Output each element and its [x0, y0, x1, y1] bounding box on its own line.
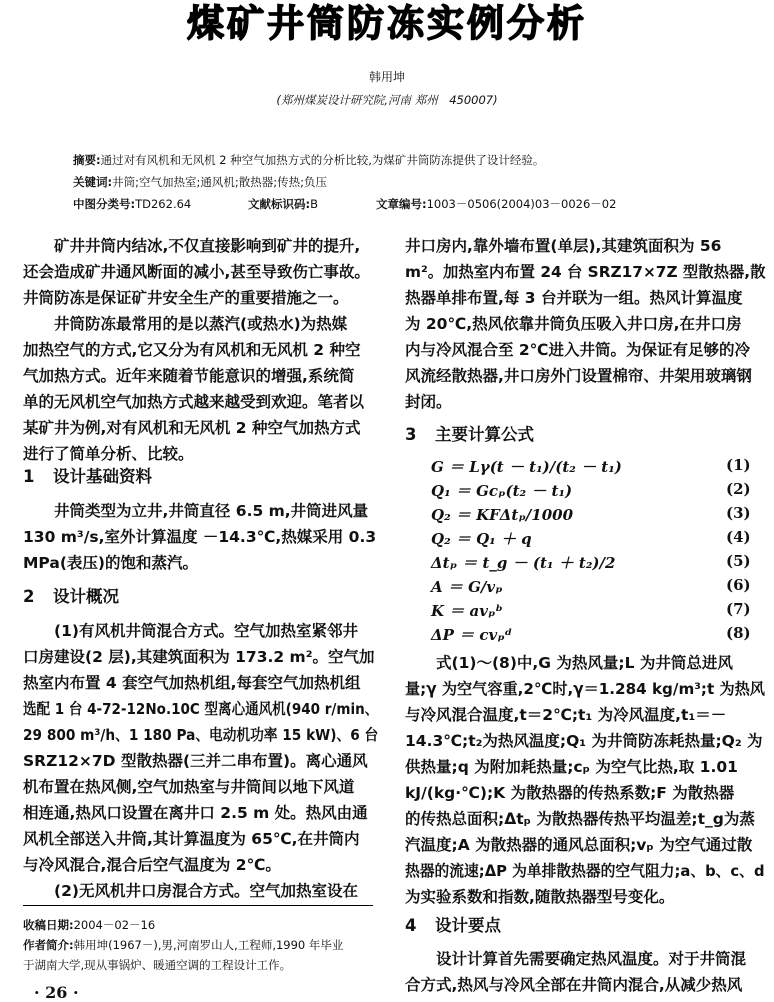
- body-line: 选配 1 台 4-72-12No.10C 型离心通风机(940 r/min、: [23, 700, 379, 718]
- body-line: 内与冷风混合至 2℃进入井筒。为保证有足够的冷: [405, 341, 750, 359]
- section-heading-2: [23, 583, 119, 607]
- body-line: 热室内布置 4 套空气加热机组,每套空气加热机组: [23, 674, 361, 692]
- body-line: 井筒防冻最常用的是以蒸汽(或热水)为热媒: [23, 315, 348, 333]
- footnote-divider: [23, 905, 373, 906]
- equation-3: Q₂ ＝ KFΔtₚ/1000: [431, 506, 574, 524]
- section-number: 3: [405, 425, 417, 444]
- section-title: 设计概况: [53, 587, 119, 606]
- body-line: 的传热总面积;Δtₚ 为散热器传热平均温差;t_g为蒸: [405, 810, 755, 828]
- body-line: 130 m³/s,室外计算温度 －14.3℃,热媒采用 0.3: [23, 528, 377, 546]
- body-line: 矿井井筒内结冰,不仅直接影响到矿井的提升,: [23, 237, 361, 255]
- section-heading-1: [23, 463, 152, 487]
- abstract-text: 通过对有风机和无风机 2 种空气加热方式的分析比较,为煤矿井筒防冻提供了设计经验。: [100, 153, 545, 167]
- equation-7-number: (7): [726, 600, 751, 618]
- equation-1-number: (1): [726, 456, 751, 474]
- doc-code-value: B: [310, 197, 318, 211]
- body-line: 设计计算首先需要确定热风温度。对于井筒混: [405, 950, 747, 968]
- article-no-label: 文章编号:: [376, 197, 427, 211]
- body-line: 封闭。: [405, 393, 452, 411]
- body-line: MPa(表压)的饱和蒸汽。: [23, 554, 198, 572]
- body-line: kJ/(kg·℃);K 为散热器的传热系数;F 为散热器: [405, 784, 735, 802]
- received-value: 2004－02－16: [73, 918, 156, 932]
- body-line: 风流经散热器,井口房外门设置棉帘、井架用玻璃钢: [405, 367, 752, 385]
- body-line: (1)有风机井筒混合方式。空气加热室紧邻井: [23, 622, 358, 640]
- article-no-value: 1003－0506(2004)03－0026－02: [426, 197, 617, 211]
- body-line: 加热空气的方式,它又分为有风机和无风机 2 种空: [23, 341, 361, 359]
- left-column: [23, 233, 378, 467]
- section-title: 主要计算公式: [435, 425, 534, 444]
- body-line: 与冷风混合,混合后空气温度为 2℃。: [23, 856, 281, 874]
- equation-4-number: (4): [726, 528, 751, 546]
- section-4-body: [405, 946, 765, 998]
- section-heading-4: [405, 912, 501, 936]
- author-name: 韩用坤: [368, 70, 405, 84]
- section-title: 设计基础资料: [53, 467, 152, 486]
- equation-8: ΔP ＝ cvₚᵈ: [431, 626, 513, 644]
- clc-value: TD262.64: [135, 197, 192, 211]
- keywords-label: 关键词:: [73, 175, 113, 189]
- section-title: 设计要点: [435, 916, 501, 935]
- page-number: · 26 ·: [34, 983, 79, 1002]
- author-bio: [23, 937, 343, 953]
- section-2-body: [23, 618, 378, 904]
- equation-5-number: (5): [726, 552, 751, 570]
- equation-5: Δtₚ ＝ t_g － (t₁ ＋ t₂)/2: [431, 554, 616, 572]
- abstract: [73, 152, 544, 168]
- equation-3-number: (3): [726, 504, 751, 522]
- body-line: 29 800 m³/h、1 180 Pa、电动机功率 15 kW)、6 台: [23, 726, 379, 744]
- classification-info: [73, 196, 191, 212]
- right-column: [405, 233, 765, 415]
- section-1-body: [23, 498, 378, 576]
- body-line: m²。加热室内布置 24 台 SRZ17×7Z 型散热器,散: [405, 263, 766, 281]
- body-line: 式(1)～(8)中,G 为热风量;L 为井筒总进风: [405, 654, 733, 672]
- article-number-info: [376, 196, 616, 212]
- body-line: 还会造成矿井通风断面的减小,甚至导致伤亡事故。: [23, 263, 370, 281]
- keywords-text: 井筒;空气加热室;通风机;散热器;传热;负压: [112, 175, 327, 189]
- author-affiliation: (郑州煤炭设计研究院,河南 郑州 450007): [276, 93, 498, 107]
- clc-label: 中图分类号:: [73, 197, 136, 211]
- body-line: 供热量;q 为附加耗热量;cₚ 为空气比热,取 1.01: [405, 758, 738, 776]
- equation-6: A ＝ G/vₚ: [431, 578, 503, 596]
- body-line: 单的无风机空气加热方式越来越受到欢迎。笔者以: [23, 393, 365, 411]
- body-line: 合方式,热风与冷风全部在井筒内混合,从减少热风: [405, 976, 743, 994]
- body-line: 井筒防冻是保证矿井安全生产的重要措施之一。: [23, 289, 349, 307]
- section-number: 2: [23, 587, 35, 606]
- bio-label: 作者简介:: [23, 938, 74, 952]
- doc-code-info: [248, 196, 318, 212]
- bio-line-1: 韩用坤(1967－),男,河南罗山人,工程师,1990 年毕业: [73, 938, 344, 952]
- body-line: 热器单排布置,每 3 台并联为一组。热风计算温度: [405, 289, 743, 307]
- equation-8-number: (8): [726, 624, 751, 642]
- body-line: 井口房内,靠外墙布置(单层),其建筑面积为 56: [405, 237, 722, 255]
- section-number: 1: [23, 467, 35, 486]
- body-line: (2)无风机井口房混合方式。空气加热室设在: [23, 882, 358, 900]
- received-date: [23, 917, 155, 933]
- received-label: 收稿日期:: [23, 918, 74, 932]
- body-line: 为 20℃,热风依靠井筒负压吸入井口房,在井口房: [405, 315, 742, 333]
- section-number: 4: [405, 916, 417, 935]
- abstract-label: 摘要:: [73, 153, 101, 167]
- equation-1: G ＝ Lγ(t － t₁)/(t₂ － t₁): [431, 458, 622, 476]
- equation-7: K ＝ avₚᵇ: [431, 602, 503, 620]
- equation-6-number: (6): [726, 576, 751, 594]
- body-line: 量;γ 为空气容重,2℃时,γ＝1.284 kg/m³;t 为热风: [405, 680, 765, 698]
- body-line: 进行了简单分析、比较。: [23, 445, 194, 463]
- body-line: 机布置在热风侧,空气加热室与井筒间以地下风道: [23, 778, 355, 796]
- body-line: 井筒类型为立井,井筒直径 6.5 m,井筒进风量: [23, 502, 369, 520]
- body-line: 为实验系数和指数,随散热器型号变化。: [405, 888, 675, 906]
- equation-explanation: [405, 650, 765, 910]
- body-line: 口房建设(2 层),其建筑面积为 173.2 m²。空气加: [23, 648, 375, 666]
- body-line: SRZ12×7D 型散热器(三并二串布置)。离心通风: [23, 752, 368, 770]
- equation-4: Q₂ ＝ Q₁ ＋ q: [431, 530, 532, 548]
- body-line: 气加热方式。近年来随着节能意识的增强,系统简: [23, 367, 355, 385]
- body-line: 热器的流速;ΔP 为单排散热器的空气阻力;a、b、c、d: [405, 862, 765, 880]
- body-line: 某矿井为例,对有风机和无风机 2 种空气加热方式: [23, 419, 361, 437]
- body-line: 相连通,热风口设置在离井口 2.5 m 处。热风由通: [23, 804, 368, 822]
- body-line: 汽温度;A 为散热器的通风总面积;vₚ 为空气通过散: [405, 836, 753, 854]
- equation-2: Q₁ ＝ Gcₚ(t₂ － t₁): [431, 482, 573, 500]
- doc-code-label: 文献标识码:: [248, 197, 311, 211]
- body-line: 风机全部送入井筒,其计算温度为 65℃,在井筒内: [23, 830, 360, 848]
- author-bio-cont: 于湖南大学,现从事锅炉、暖通空调的工程设计工作。: [23, 958, 292, 972]
- paper-title: 煤矿井筒防冻实例分析: [187, 2, 587, 45]
- section-heading-3: [405, 421, 534, 445]
- equation-2-number: (2): [726, 480, 751, 498]
- keywords: [73, 174, 327, 190]
- body-line: 14.3℃;t₂为热风温度;Q₁ 为井筒防冻耗热量;Q₂ 为: [405, 732, 763, 750]
- body-line: 与冷风混合温度,t＝2℃;t₁ 为冷风温度,t₁＝－: [405, 706, 727, 724]
